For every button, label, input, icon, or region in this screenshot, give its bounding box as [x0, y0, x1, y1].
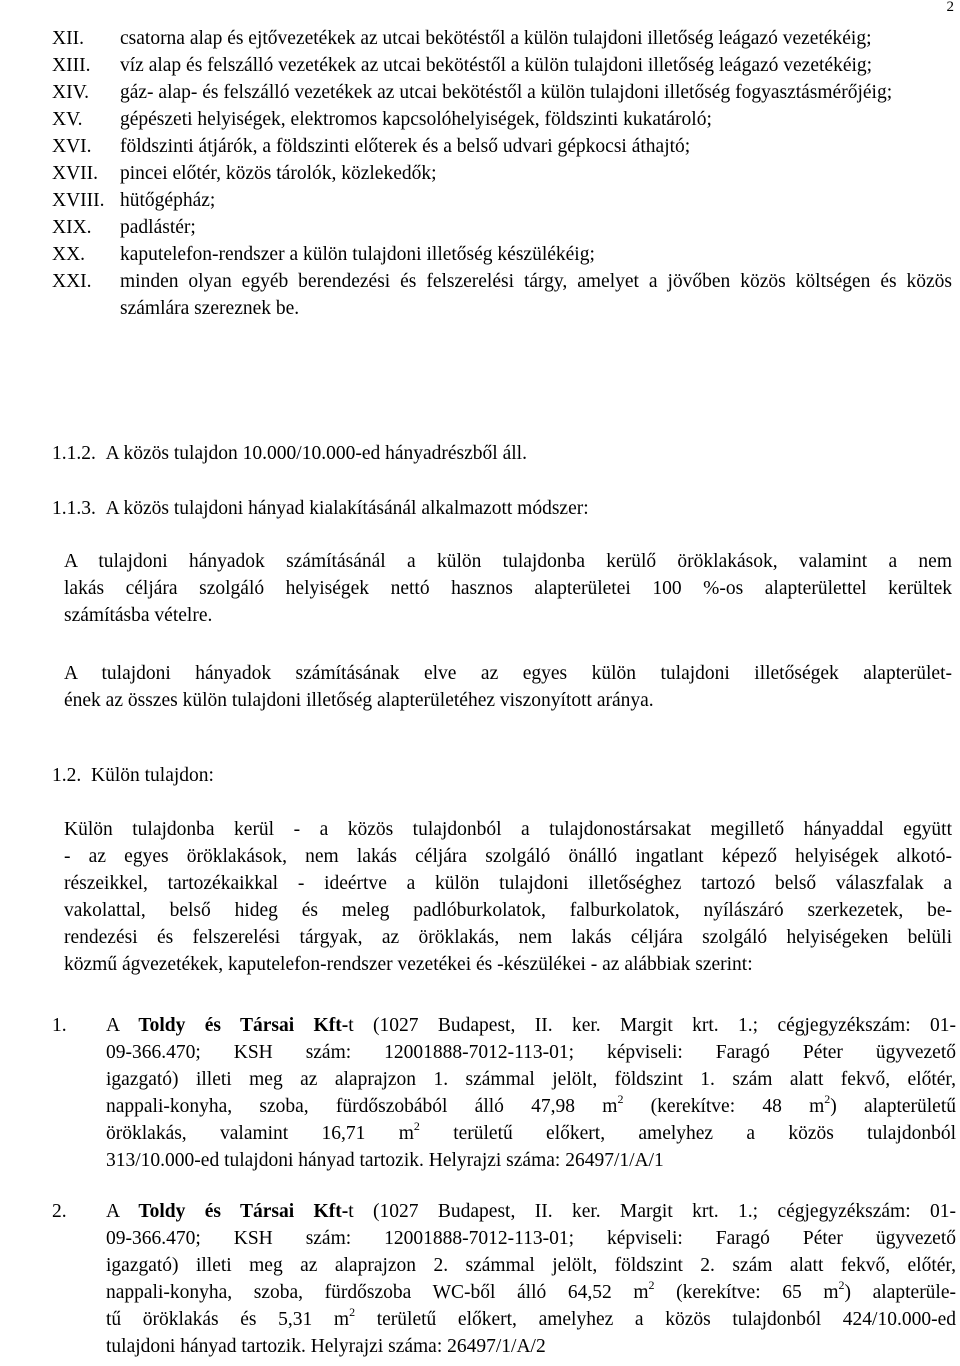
list-item-text: minden olyan egyéb berendezési és felszerelési tárgy, amelyet a jövőben közös költségen és közös számlára szereznek be.: [120, 271, 952, 319]
owner-line: [106, 1198, 956, 1225]
section-number: 1.1.2.: [52, 443, 96, 464]
list-item-number: XVIII.: [52, 190, 105, 211]
paragraph-line: A tulajdoni hányadok számításának elve az egyes külön tulajdoni illetőségek alapterület-: [64, 663, 952, 684]
section-text: A közös tulajdon 10.000/10.000-ed hányadrészből áll.: [105, 443, 527, 464]
owner-text: t (1027 Budapest, II. ker. Margit krt. 1.; cégjegyzékszám: 01-: [348, 1015, 957, 1036]
list-item-number: XII.: [52, 28, 84, 49]
owner-line: igazgató) illeti meg az alaprajzon 1. számmal jelölt, földszint 1. szám alatt fekvő, előtér,: [106, 1069, 956, 1090]
list-item-text: hütőgépház;: [120, 190, 216, 211]
list-item-number: XIX.: [52, 217, 92, 238]
owner-line: [106, 1279, 956, 1306]
list-item: [52, 160, 952, 187]
paragraph-line: - az egyes öröklakások, nem lakás céljára szolgáló önálló ingatlant képező helyiségek alkotó-: [64, 846, 952, 867]
section-1-1-2: [52, 440, 527, 467]
superscript: 2: [824, 1092, 831, 1106]
owner-text: tű öröklakás és 5,31 m: [106, 1309, 350, 1330]
owner-text: ) alapterületű: [830, 1096, 957, 1117]
common-property-list: [52, 25, 952, 322]
owner-text: (kerekítve: 65 m: [654, 1282, 839, 1303]
list-item-number: XXI.: [52, 271, 92, 292]
owner-text: területű előkert, amelyhez a közös tulajdonból: [419, 1123, 956, 1144]
list-item-number: XIII.: [52, 55, 91, 76]
owner-text: A: [106, 1201, 139, 1222]
owner-text: A: [106, 1015, 139, 1036]
owner-text: t (1027 Budapest, II. ker. Margit krt. 1.; cégjegyzékszám: 01-: [348, 1201, 957, 1222]
list-item: [52, 79, 952, 106]
owner-line: 313/10.000-ed tulajdoni hányad tartozik. Helyrajzi száma: 26497/1/A/1: [106, 1150, 664, 1171]
list-item: [52, 52, 952, 79]
owner-entry-2: [52, 1198, 956, 1360]
paragraph-line: A tulajdoni hányadok számításánál a külön tulajdonba kerülő öröklakások, valamint a nem: [64, 551, 952, 572]
list-item-number: XX.: [52, 244, 86, 265]
section-text: A közös tulajdoni hányad kialakításánál alkalmazott módszer:: [105, 498, 589, 519]
list-item: [52, 214, 952, 241]
list-item-number: XIV.: [52, 82, 90, 103]
owner-text: nappali-konyha, szoba, fürdőszobából álló 47,98 m: [106, 1096, 618, 1117]
owner-number: 2.: [52, 1201, 67, 1222]
paragraph-share-calculation: [64, 548, 952, 629]
superscript: 2: [349, 1305, 356, 1319]
paragraph-share-principle: [64, 660, 952, 714]
company-name: Toldy és Társai Kft-: [138, 1015, 349, 1036]
owner-text: (kerekítve: 48 m: [623, 1096, 825, 1117]
owner-entry-1: [52, 1012, 956, 1174]
owner-line: 09-366.470; KSH szám: 12001888-7012-113-01; képviseli: Faragó Péter ügyvezető: [106, 1042, 956, 1063]
section-number: 1.1.3.: [52, 498, 96, 519]
page-number: 2: [946, 0, 954, 15]
paragraph-line: vakolattal, belső hideg és meleg padlóburkolatok, falburkolatok, nyílászáró szerkezetek, be-: [64, 900, 952, 921]
superscript: 2: [648, 1278, 655, 1292]
list-item-text: gépészeti helyiségek, elektromos kapcsolóhelyiségek, földszinti kukatároló;: [120, 109, 712, 130]
owner-text: nappali-konyha, szoba, fürdőszoba WC-ből álló 64,52 m: [106, 1282, 649, 1303]
list-item: [52, 187, 952, 214]
list-item-text: földszinti átjárók, a földszinti előterek és a belső udvari gépkocsi áthajtó;: [120, 136, 691, 157]
owner-line: [106, 1120, 956, 1147]
list-item-text: pincei előtér, közös tárolók, közlekedők;: [120, 163, 437, 184]
list-item: [52, 241, 952, 268]
paragraph-line: lakás céljára szolgáló helyiségek nettó hasznos alapterületei 100 %-os alapterülettel kerültek: [64, 578, 952, 599]
owner-line: 09-366.470; KSH szám: 12001888-7012-113-01; képviseli: Faragó Péter ügyvezető: [106, 1228, 956, 1249]
paragraph-separate-property: [64, 816, 952, 978]
paragraph-line: közmű ágvezetékek, kaputelefon-rendszer vezetékei és -készülékei - az alábbiak szerint:: [64, 954, 753, 975]
superscript: 2: [413, 1119, 420, 1133]
section-1-2: [52, 762, 214, 789]
owner-line: tulajdoni hányad tartozik. Helyrajzi száma: 26497/1/A/2: [106, 1336, 546, 1357]
section-1-1-3: [52, 495, 589, 522]
list-item-number: XVI.: [52, 136, 92, 157]
list-item: [52, 25, 952, 52]
list-item: [52, 106, 952, 133]
owner-text: ) alapterüle-: [844, 1282, 957, 1303]
paragraph-line: rendezési és felszerelési tárgyak, az öröklakás, nem lakás céljára szolgáló helyiségeken belüli: [64, 927, 952, 948]
paragraph-line: részeikkel, tartozékaikkal - ideértve a külön tulajdoni illetőséghez tartozó belső válaszfalak a: [64, 873, 952, 894]
section-text: Külön tulajdon:: [91, 765, 214, 786]
section-number: 1.2.: [52, 765, 82, 786]
list-item-text: csatorna alap és ejtővezetékek az utcai bekötéstől a külön tulajdoni illetőség leágazó vezetékéig;: [120, 28, 872, 49]
owner-line: [106, 1093, 956, 1120]
list-item-text: víz alap és felszálló vezetékek az utcai bekötéstől a külön tulajdoni illetőség leágazó vezetékéig;: [120, 55, 873, 76]
superscript: 2: [617, 1092, 624, 1106]
owner-line: [106, 1012, 956, 1039]
owner-line: igazgató) illeti meg az alaprajzon 2. számmal jelölt, földszint 2. szám alatt fekvő, előtér,: [106, 1255, 956, 1276]
superscript: 2: [838, 1278, 845, 1292]
list-item-text: padlástér;: [120, 217, 196, 238]
paragraph-line: Külön tulajdonba kerül - a közös tulajdonból a tulajdonostársakat megillető hányaddal együtt: [64, 819, 952, 840]
list-item-number: XV.: [52, 109, 83, 130]
list-item-text: kaputelefon-rendszer a külön tulajdoni illetőség készülékéig;: [120, 244, 595, 265]
owner-text: területű előkert, amelyhez a közös tulajdonból 424/10.000-ed: [355, 1309, 956, 1330]
list-item: [52, 133, 952, 160]
owner-text: öröklakás, valamint 16,71 m: [106, 1123, 414, 1144]
paragraph-line: ének az összes külön tulajdoni illetőség alapterületéhez viszonyított aránya.: [64, 690, 654, 711]
list-item-text: gáz- alap- és felszálló vezetékek az utcai bekötéstől a külön tulajdoni illetőség fogyasztásmérőjéig;: [120, 82, 893, 103]
paragraph-line: számításba vételre.: [64, 605, 213, 626]
company-name: Toldy és Társai Kft-: [138, 1201, 349, 1222]
list-item: [52, 268, 952, 322]
list-item-number: XVII.: [52, 163, 99, 184]
owner-number: 1.: [52, 1015, 67, 1036]
owner-line: [106, 1306, 956, 1333]
